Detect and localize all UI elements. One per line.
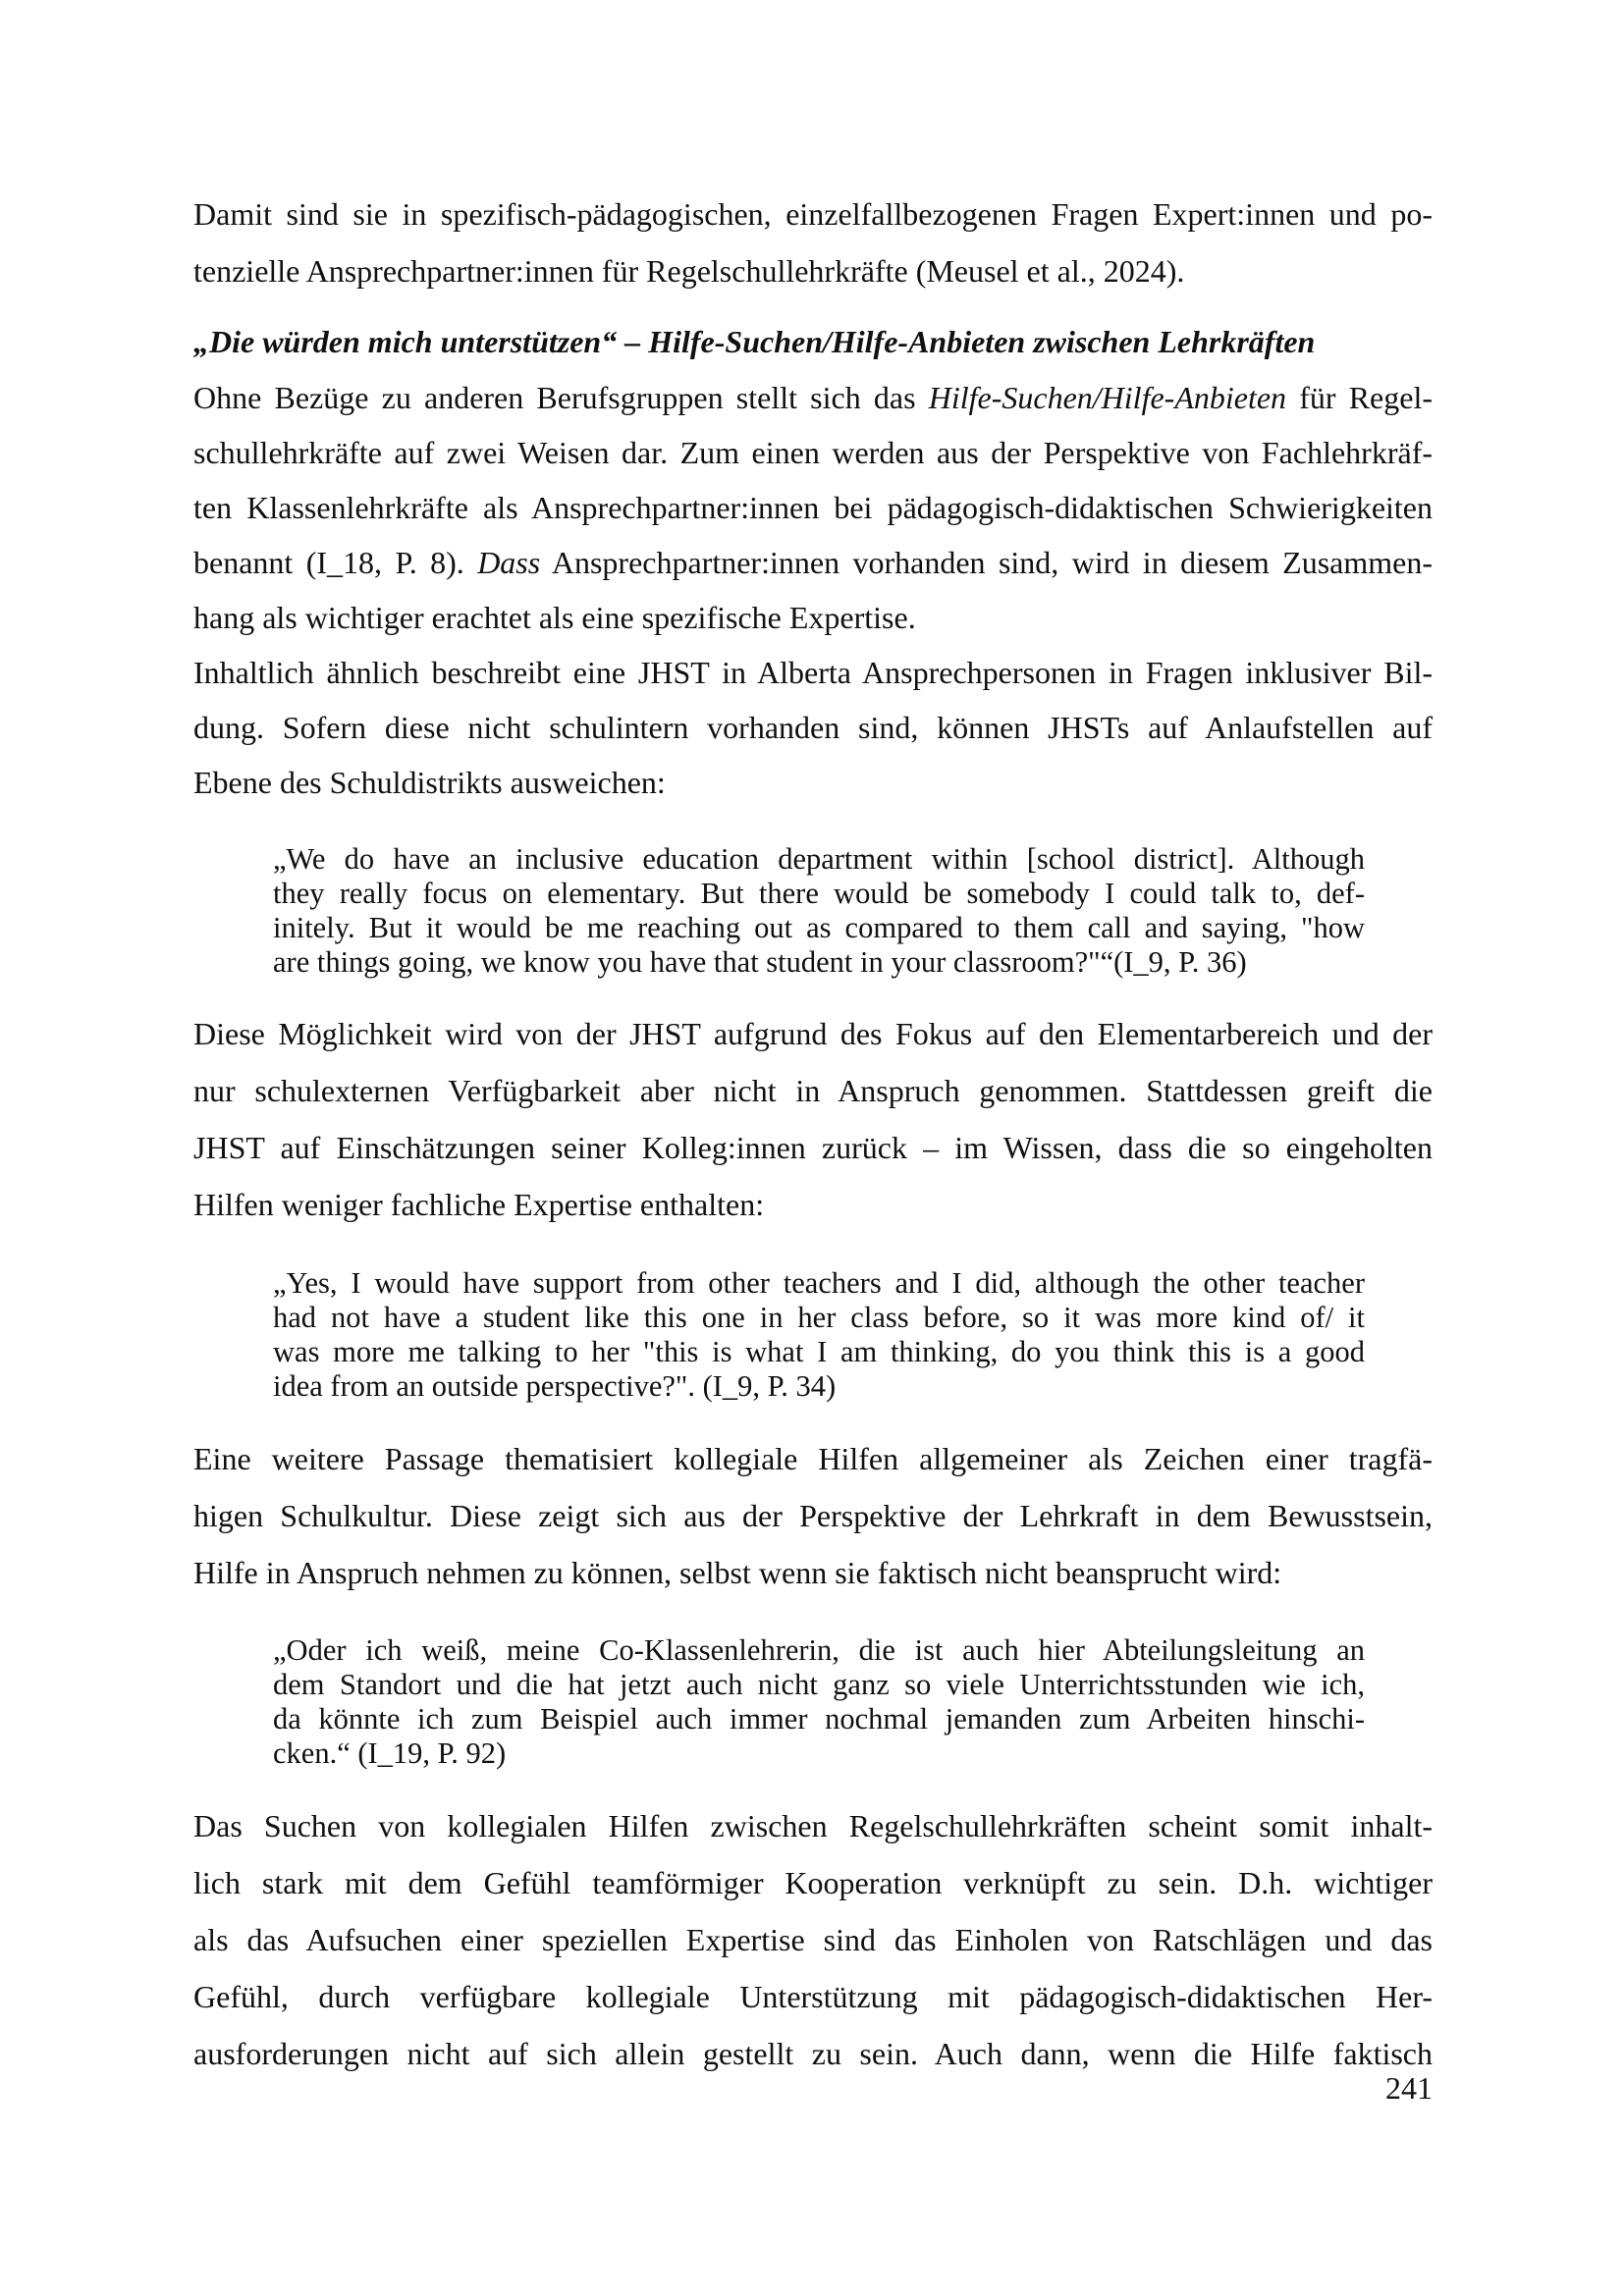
block-quote-line: cken.“ (I_19, P. 92) bbox=[273, 1736, 507, 1770]
body-text-line: Diese Möglichkeit wird von der JHST aufgrund des Fokus auf den Elementarbereich und der bbox=[193, 1016, 1433, 1051]
body-text-line bbox=[193, 543, 1433, 582]
body-text-line: Eine weitere Passage thematisiert kollegiale Hilfen allgemeiner als Zeichen einer tragfä- bbox=[193, 1441, 1433, 1476]
block-quote-line: „Yes, I would have support from other teachers and I did, although the other teacher bbox=[273, 1266, 1365, 1300]
page-number: 241 bbox=[1385, 2070, 1433, 2106]
text-run: Ohne Bezüge zu anderen Berufsgruppen stellt sich das bbox=[193, 380, 929, 415]
body-text-line: hang als wichtiger erachtet als eine spezifische Expertise. bbox=[193, 600, 916, 635]
body-text-line: Damit sind sie in spezifisch-pädagogischen, einzelfallbezogenen Fragen Expert:innen und po- bbox=[193, 196, 1433, 232]
text-run: benannt (I_18, P. 8). bbox=[193, 545, 478, 580]
block-quote-line: dem Standort und die hat jetzt auch nicht ganz so viele Unterrichtsstunden wie ich, bbox=[273, 1668, 1365, 1701]
body-text-line bbox=[193, 378, 1433, 417]
body-text-line: schullehrkräfte auf zwei Weisen dar. Zum einen werden aus der Perspektive von Fachlehrkräf- bbox=[193, 435, 1433, 470]
block-quote-line: „Oder ich weiß, meine Co-Klassenlehrerin, die ist auch hier Abteilungsleitung an bbox=[273, 1633, 1365, 1667]
body-text-line: Ebene des Schuldistrikts ausweichen: bbox=[193, 765, 666, 800]
block-quote-line: da könnte ich zum Beispiel auch immer nochmal jemanden zum Arbeiten hinschi- bbox=[273, 1702, 1365, 1735]
body-text-line: lich stark mit dem Gefühl teamförmiger Kooperation verknüpft zu sein. D.h. wichtiger bbox=[193, 1865, 1433, 1900]
body-text-line: als das Aufsuchen einer speziellen Expertise sind das Einholen von Ratschlägen und das bbox=[193, 1922, 1433, 1957]
body-text-line: Gefühl, durch verfügbare kollegiale Unterstützung mit pädagogisch-didaktischen Her- bbox=[193, 1979, 1433, 2014]
body-text-line: tenzielle Ansprechpartner:innen für Regelschullehrkräfte (Meusel et al., 2024). bbox=[193, 253, 1185, 289]
body-text-line: Inhaltlich ähnlich beschreibt eine JHST in Alberta Ansprechpersonen in Fragen inklusiver Bil- bbox=[193, 655, 1433, 690]
body-text-line: JHST auf Einschätzungen seiner Kolleg:innen zurück – im Wissen, dass die so eingeholten bbox=[193, 1130, 1433, 1165]
block-quote-line: initely. But it would be me reaching out as compared to them call and saying, "how bbox=[273, 911, 1365, 944]
body-text-line: higen Schulkultur. Diese zeigt sich aus der Perspektive der Lehrkraft in dem Bewusstsein, bbox=[193, 1498, 1433, 1533]
body-text-line: nur schulexternen Verfügbarkeit aber nicht in Anspruch genommen. Stattdessen greift die bbox=[193, 1073, 1433, 1108]
text-run: für Regel- bbox=[1286, 380, 1434, 415]
block-quote-line: had not have a student like this one in her class before, so it was more kind of/ it bbox=[273, 1301, 1365, 1334]
text-run: Ansprechpartner:innen vorhanden sind, wird in diesem Zusammen- bbox=[540, 545, 1434, 580]
block-quote-line: they really focus on elementary. But there would be somebody I could talk to, def- bbox=[273, 877, 1365, 910]
body-text-line: dung. Sofern diese nicht schulintern vorhanden sind, können JHSTs auf Anlaufstellen auf bbox=[193, 710, 1433, 745]
block-quote-line: are things going, we know you have that student in your classroom?"“(I_9, P. 36) bbox=[273, 945, 1247, 979]
body-text-line: Hilfe in Anspruch nehmen zu können, selbst wenn sie faktisch nicht beansprucht wird: bbox=[193, 1555, 1282, 1590]
body-text-line: Hilfen weniger fachliche Expertise enthalten: bbox=[193, 1187, 765, 1222]
block-quote-line: was more me talking to her "this is what I am thinking, do you think this is a good bbox=[273, 1335, 1365, 1368]
section-heading: „Die würden mich unterstützen“ – Hilfe-Suchen/Hilfe-Anbieten zwischen Lehrkräften bbox=[193, 324, 1316, 359]
body-text-line: ten Klassenlehrkräfte als Ansprechpartner:innen bei pädagogisch-didaktischen Schwierigkeiten bbox=[193, 490, 1433, 525]
emphasis-term: Hilfe-Suchen/Hilfe-Anbieten bbox=[928, 380, 1287, 415]
block-quote-line: idea from an outside perspective?". (I_9, P. 34) bbox=[273, 1369, 837, 1403]
body-text-line: ausforderungen nicht auf sich allein gestellt zu sein. Auch dann, wenn die Hilfe faktisch bbox=[193, 2036, 1433, 2071]
body-text-line: Das Suchen von kollegialen Hilfen zwischen Regelschullehrkräften scheint somit inhalt- bbox=[193, 1808, 1433, 1843]
block-quote-line: „We do have an inclusive education department within [school district]. Although bbox=[273, 842, 1365, 876]
emphasis-term: Dass bbox=[477, 545, 541, 580]
